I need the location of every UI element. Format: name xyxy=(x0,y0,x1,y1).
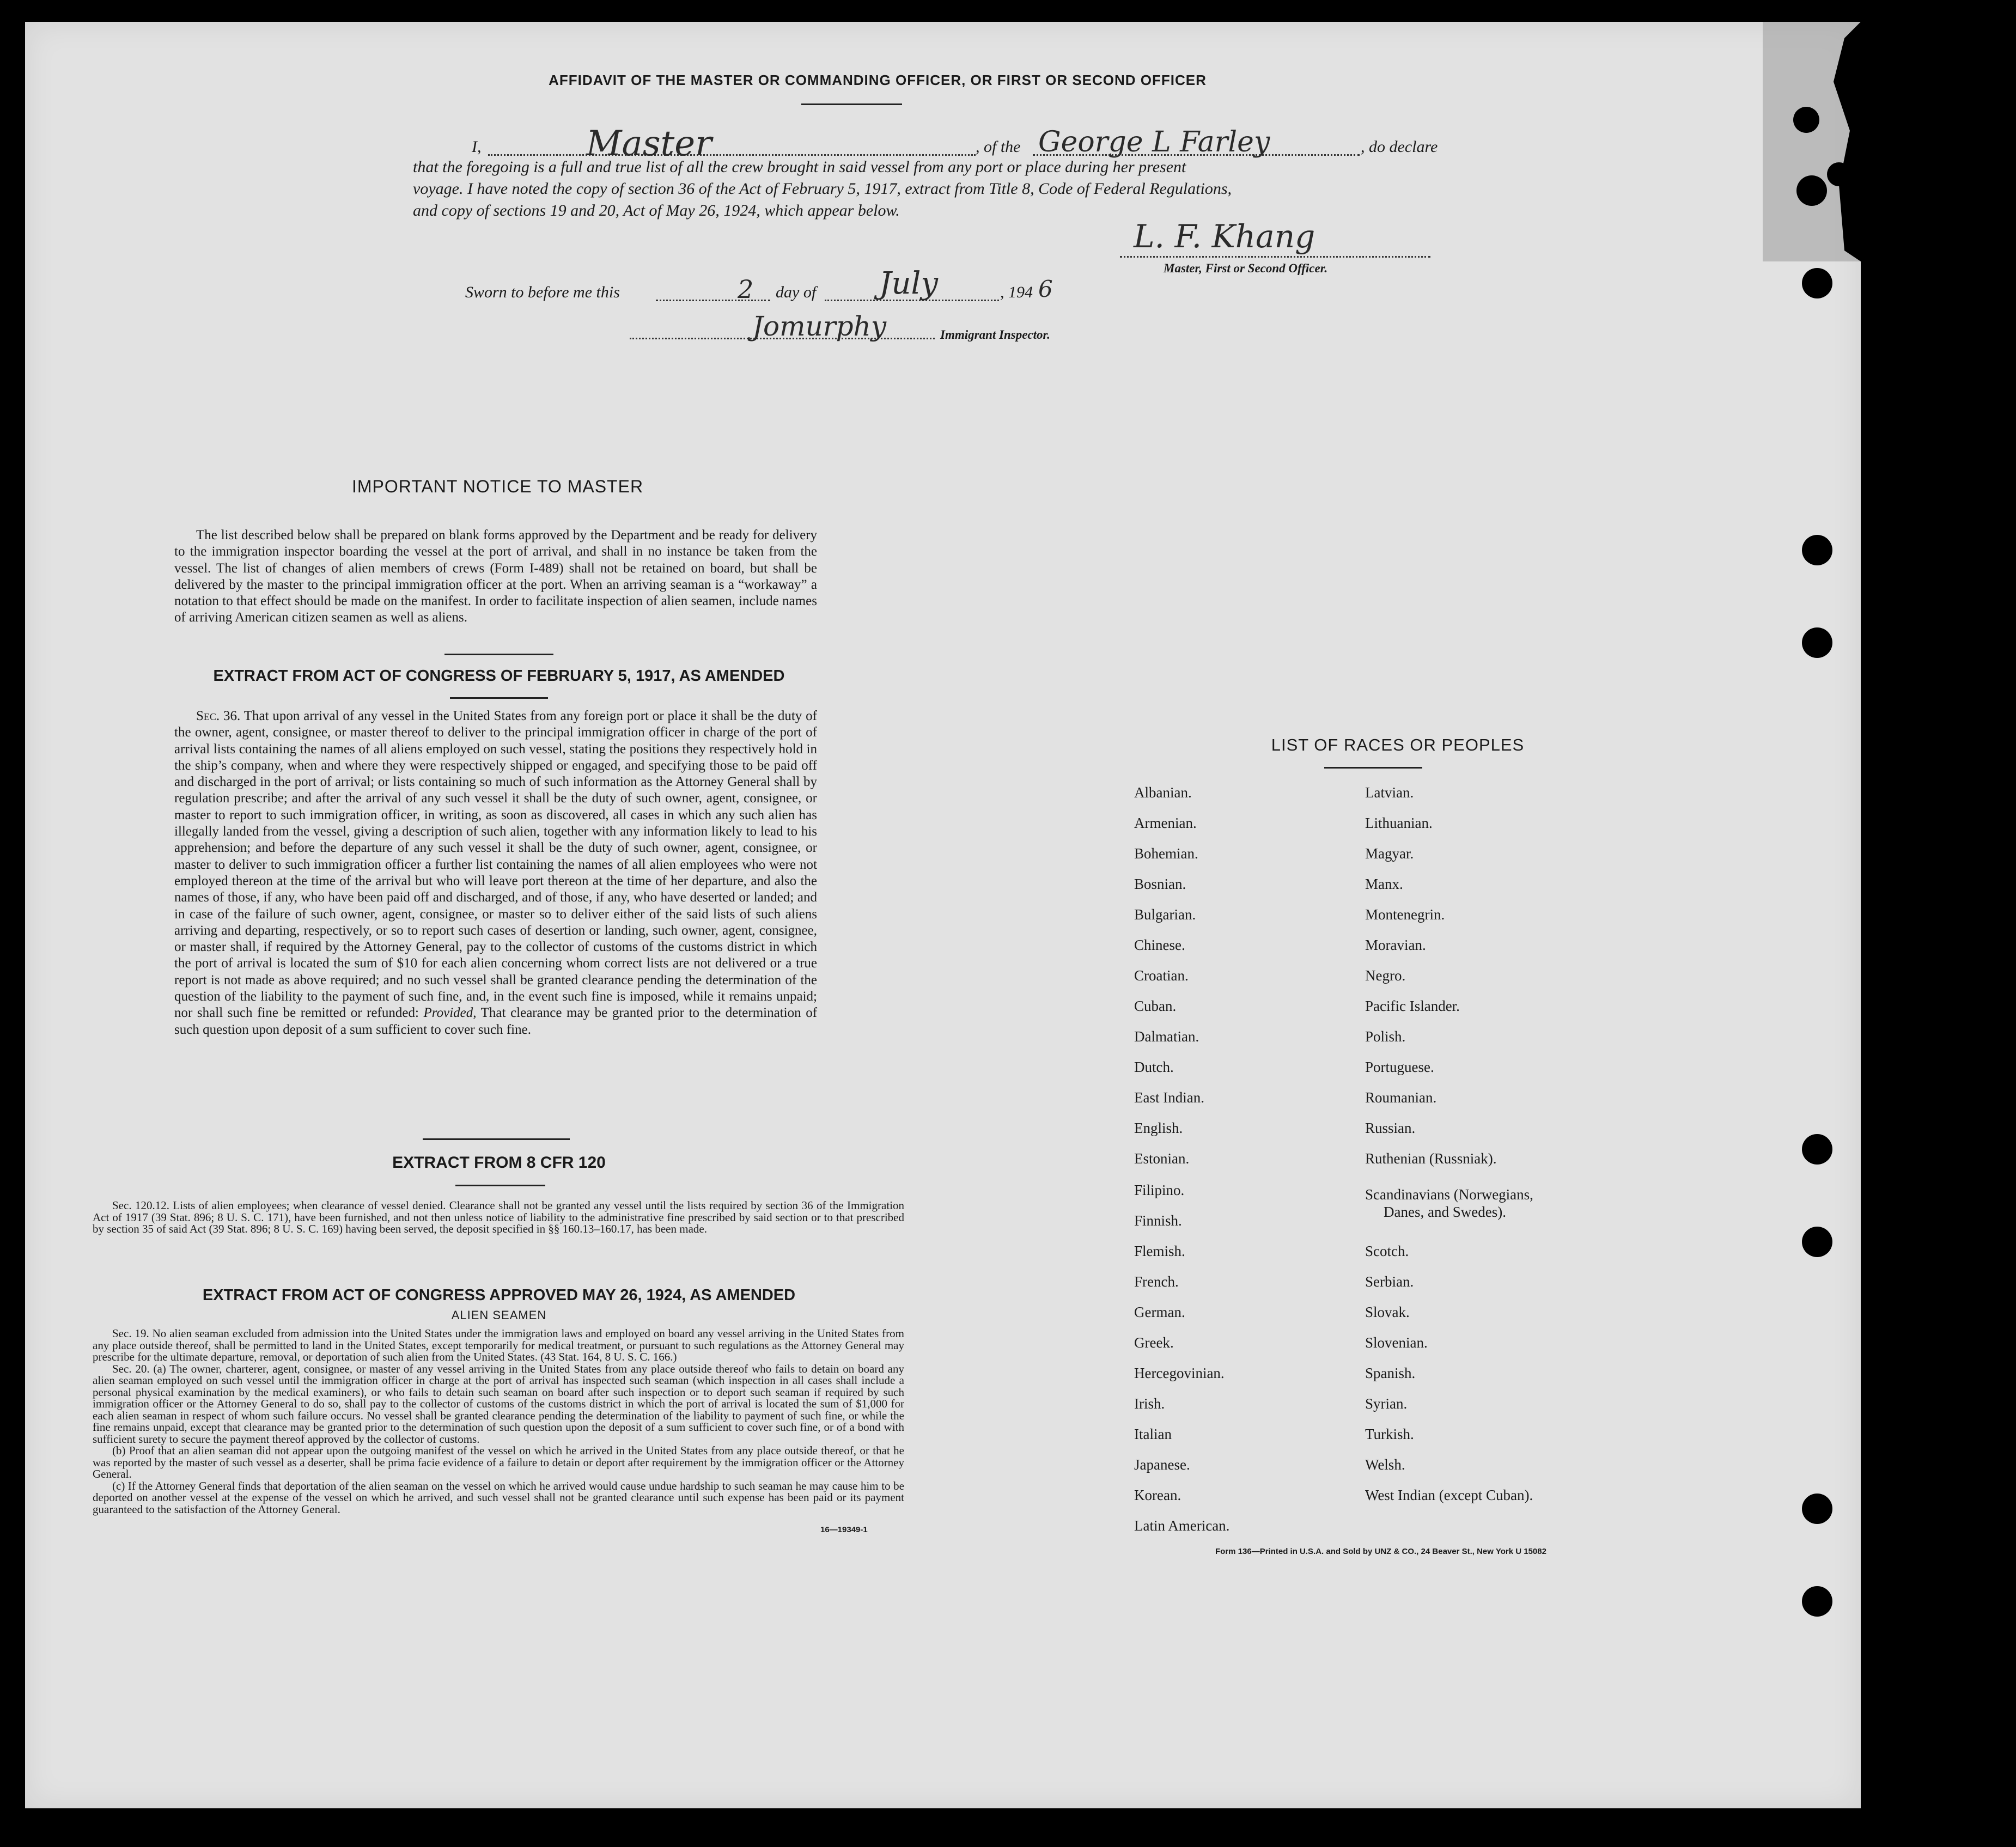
race-item: Estonian. xyxy=(1134,1150,1190,1167)
race-item: Lithuanian. xyxy=(1365,815,1433,831)
master-signature: L. F. Khang xyxy=(1134,218,1315,255)
race-item: Moravian. xyxy=(1365,937,1426,953)
race-item: Danes, and Swedes). xyxy=(1384,1204,1506,1220)
race-item: Albanian. xyxy=(1134,784,1192,801)
race-item: Filipino. xyxy=(1134,1182,1185,1198)
affidavit-body-line1: that the foregoing is a full and true list of all the crew brought in said vessel from any port or place during her present xyxy=(413,158,1186,176)
day-handwritten: 2 xyxy=(738,275,754,304)
race-item: Korean. xyxy=(1134,1487,1181,1503)
race-item: Bulgarian. xyxy=(1134,906,1196,923)
race-item: Welsh. xyxy=(1365,1456,1405,1473)
notice-title: IMPORTANT NOTICE TO MASTER xyxy=(351,477,644,496)
sworn-label: Sworn to before me this xyxy=(465,283,620,301)
sec36-text-end: That clearance may be granted prior to the determination of such question upon deposit of a sum sufficient to cover such fine. xyxy=(174,1005,818,1037)
document-page xyxy=(25,22,1861,1808)
race-item: Latin American. xyxy=(1134,1517,1230,1534)
race-item: Turkish. xyxy=(1365,1426,1414,1442)
inspector-signature: Jomurphy xyxy=(752,310,887,342)
race-item: Finnish. xyxy=(1134,1212,1182,1229)
affidavit-body-line3: and copy of sections 19 and 20, Act of May 26, 1924, which appear below. xyxy=(413,202,900,220)
race-item: Latvian. xyxy=(1365,784,1414,801)
of-the-label: , of the xyxy=(976,138,1021,156)
race-item: Ruthenian (Russniak). xyxy=(1365,1150,1497,1167)
race-item: Russian. xyxy=(1365,1120,1416,1136)
sworn-line xyxy=(465,266,1173,310)
sec20c-text: (c) If the Attorney General finds that deportation of the alien seaman on the vessel on which he arrived would cause undue hardship to such seaman he may cause him to be deported on another vessel at the expense of the vessel on which he arrived, and such vessel shall not be granted clearance until such expense has been paid or its payment guaranteed to the satisfaction of the Attorney General. xyxy=(93,1479,904,1516)
race-item: Dalmatian. xyxy=(1134,1028,1199,1045)
affidavit-title: AFFIDAVIT OF THE MASTER OR COMMANDING OFFICER, OR FIRST OR SECOND OFFICER xyxy=(549,72,1207,88)
extract1917-title: EXTRACT FROM ACT OF CONGRESS OF FEBRUARY 5, 1917, AS AMENDED xyxy=(213,667,785,685)
race-item: Cuban. xyxy=(1134,998,1177,1014)
race-item: Manx. xyxy=(1365,876,1403,892)
binder-hole xyxy=(1802,1227,1832,1257)
race-item: French. xyxy=(1134,1273,1179,1290)
race-item: Irish. xyxy=(1134,1395,1165,1412)
sec36-label: Sec. 36. xyxy=(196,709,241,723)
cfr-title: EXTRACT FROM 8 CFR 120 xyxy=(392,1154,606,1172)
race-item: Spanish. xyxy=(1365,1365,1416,1381)
sec20b-text: (b) Proof that an alien seaman did not appear upon the outgoing manifest of the vessel on which he arrived in the United States from any place outside thereof, or that he was reported by the master of such vessel as a deserter, shall be prima facie evidence of a failure to detain or deport after requirement by the immigration officer or the Attorney General. xyxy=(93,1444,904,1480)
affidavit-body-line2: voyage. I have noted the copy of section 36 of the Act of February 5, 1917, extract from Title 8, Code of Federal Regulations, xyxy=(413,180,1232,198)
race-item: Japanese. xyxy=(1134,1456,1190,1473)
race-item: Dutch. xyxy=(1134,1059,1174,1075)
race-item: Flemish. xyxy=(1134,1243,1185,1259)
notice-body: The list described below shall be prepared on blank forms approved by the Department and be ready for delivery to the immigration inspector boarding the vessel at the port of arrival, and shall in no instance be taken from the vessel. The list of changes of alien members of crews (Form I-489) shall not be retained on board, but shall be delivered by the master to the principal immigration officer at the port. When an arriving seaman is a “workaway” a notation to that effect should be made on the manifest. In order to facilitate inspection of alien seamen, include names of arriving American citizen seamen as well as aliens. xyxy=(174,528,817,625)
vessel-handwritten: George L Farley xyxy=(1038,126,1270,159)
race-item: Bohemian. xyxy=(1134,845,1198,862)
race-item: Greek. xyxy=(1134,1334,1174,1351)
alien-seamen-subtitle: ALIEN SEAMEN xyxy=(451,1308,547,1322)
cfr-body: Sec. 120.12. Lists of alien employees; when clearance of vessel denied. Clearance shall not be granted any vessel until the lists required by section 36 of the Immigration Act of 1917 (39 Stat. 896; 8 U. S. C. 171), have been furnished, and not then unless notice of liability to the administrative fine prescribed by said section or to that prescribed by section 35 of said Act (39 Stat. 896; 8 U. S. C. 169) having been served, the deposit specified in §§ 160.13–160.17, has been made. xyxy=(93,1199,904,1235)
torn-corner-damage xyxy=(1763,22,1861,261)
race-item: West Indian (except Cuban). xyxy=(1365,1487,1533,1503)
i-label: I, xyxy=(472,138,482,156)
notice-rule xyxy=(444,654,553,655)
race-item: Hercegovinian. xyxy=(1134,1365,1225,1381)
binder-hole xyxy=(1802,268,1832,298)
race-item: Scandinavians (Norwegians, xyxy=(1365,1186,1533,1203)
sec36-text: That upon arrival of any vessel in the United States from any foreign port or place it shall be the duty of the owner, agent, consignee, or master thereof to deliver to the principal immigration officer in charge of the port of arrival lists containing the names of all aliens employed on such vessel, stating the positions they respectively hold in the ship’s company, when and where they were respectively shipped or engaged, and specifying those to be paid off and discharged in the port of arrival; or lists containing so much of such information as the Attorney General shall by regulation prescribe; and after the arrival of any such vessel it shall be the duty of such owner, agent, consignee, or master to report to such immigration officer, in writing, as soon as discovered, all cases in which any such alien has illegally landed from the vessel, giving a description of such alien, together with any information likely to lead to his apprehension; and before the departure of any such vessel it shall be the duty of such owner, agent, consignee, or master to deliver to such immigration officer a further list containing the names of all alien employees who were not employed thereon at the time of the arrival but who will leave port thereon at the time of her departure, and also the names of those, if any, who have been paid off and discharged, and of those, if any, who have deserted or landed; and in case of the failure of such owner, agent, consignee, or master so to deliver either of the said lists of such aliens arriving and departing, respectively, or so to report such cases of desertion or landing, such owner, agent, consignee, or master shall, if required by the Attorney General, pay to the collector of customs of the customs district in which the port of arrival is located the sum of $10 for each alien concerning whom correct lists are not delivered or a true report is not made as above required; and no such vessel shall be granted clearance pending the determination of the question of the liability to the payment of such fine, and, in the event such fine is imposed, while it remains unpaid; nor shall such fine be remitted or refunded: xyxy=(174,709,817,1021)
race-item: English. xyxy=(1134,1120,1183,1136)
declarant-blank xyxy=(488,154,976,156)
extract1917-body xyxy=(174,708,817,1038)
race-item: Montenegrin. xyxy=(1365,906,1445,923)
affidavit-title-rule xyxy=(801,103,902,105)
race-item: Serbian. xyxy=(1365,1273,1414,1290)
race-item: Slovak. xyxy=(1365,1304,1410,1320)
day-of-label: day of xyxy=(776,283,817,301)
races-rule xyxy=(1324,767,1422,769)
race-item: Negro. xyxy=(1365,967,1406,984)
race-item: Magyar. xyxy=(1365,845,1414,862)
race-item: Croatian. xyxy=(1134,967,1189,984)
race-item: Scotch. xyxy=(1365,1243,1409,1259)
provided-label: Provided, xyxy=(423,1005,477,1021)
race-item: Syrian. xyxy=(1365,1395,1408,1412)
race-item: Pacific Islander. xyxy=(1365,998,1460,1014)
binder-hole xyxy=(1802,1586,1832,1617)
signature-caption: Master, First or Second Officer. xyxy=(1164,261,1328,275)
sec20a-text: Sec. 20. (a) The owner, charterer, agent, consignee, or master of any vessel arriving in the United States from any place outside thereof who fails to detain on board any alien seaman employed on such vessel until the immigration officer in charge at the port of arrival has inspected such seaman (which inspection in all cases shall include a personal physical examination by the medical examiners), or who fails to detain such seaman on board after such inspection or to deport such seaman if required by such immigration officer or the Attorney General to do so, shall pay to the collector of customs of the customs district in which the port of arrival is located the sum of $1,000 for each alien seaman in respect of whom such failure occurs. No vessel shall be granted clearance pending the determination of the liability to payment of such fine, or while the fine remains unpaid, except that clearance may be granted prior to the determination of such question upon the deposit of a sum sufficient to cover such fine, or of a bond with sufficient surety to secure the payment thereof approved by the collector of customs. xyxy=(93,1362,904,1446)
year-prefix: , 194 xyxy=(1000,283,1033,301)
binder-hole xyxy=(1802,1494,1832,1524)
binder-hole xyxy=(1802,535,1832,565)
races-title: LIST OF RACES OR PEOPLES xyxy=(1271,735,1525,754)
race-item: Italian xyxy=(1134,1426,1172,1442)
race-item: Bosnian. xyxy=(1134,876,1186,892)
extract1917-rule xyxy=(450,697,548,699)
form-number: 16—19349-1 xyxy=(820,1525,868,1534)
binder-hole xyxy=(1802,1134,1832,1165)
race-item: Chinese. xyxy=(1134,937,1185,953)
extract1924-body xyxy=(93,1328,904,1515)
extract1924-title: EXTRACT FROM ACT OF CONGRESS APPROVED MAY 26, 1924, AS AMENDED xyxy=(202,1287,796,1304)
signature-blank xyxy=(1120,256,1430,258)
inspector-caption: Immigrant Inspector. xyxy=(940,328,1050,342)
race-item: Portuguese. xyxy=(1365,1059,1434,1075)
race-item: Roumanian. xyxy=(1365,1089,1437,1106)
declarant-handwritten: Master xyxy=(586,124,712,164)
extract1917-end-rule xyxy=(423,1138,570,1140)
race-item: Polish. xyxy=(1365,1028,1406,1045)
race-item: German. xyxy=(1134,1304,1185,1320)
cfr-rule xyxy=(455,1185,545,1186)
binder-hole xyxy=(1802,627,1832,658)
printer-imprint: Form 136—Printed in U.S.A. and Sold by UNZ & CO., 24 Beaver St., New York U 15082 xyxy=(1215,1547,1546,1556)
race-item: Slovenian. xyxy=(1365,1334,1428,1351)
year-handwritten: 6 xyxy=(1038,276,1053,302)
declare-label: , do declare xyxy=(1361,138,1438,156)
race-item: Armenian. xyxy=(1134,815,1197,831)
month-handwritten: July xyxy=(879,266,939,301)
sec19-text: Sec. 19. No alien seaman excluded from admission into the United States under the immigration laws and employed on board any vessel arriving in the United States from any place outside thereof, shall be permitted to land in the United States, except temporarily for medical treatment, or pursuant to such regulations as the Attorney General may prescribe for the ultimate departure, removal, or deportation of such alien from the United States. (43 Stat. 164, 8 U. S. C. 166.) xyxy=(93,1327,904,1363)
race-item: East Indian. xyxy=(1134,1089,1204,1106)
